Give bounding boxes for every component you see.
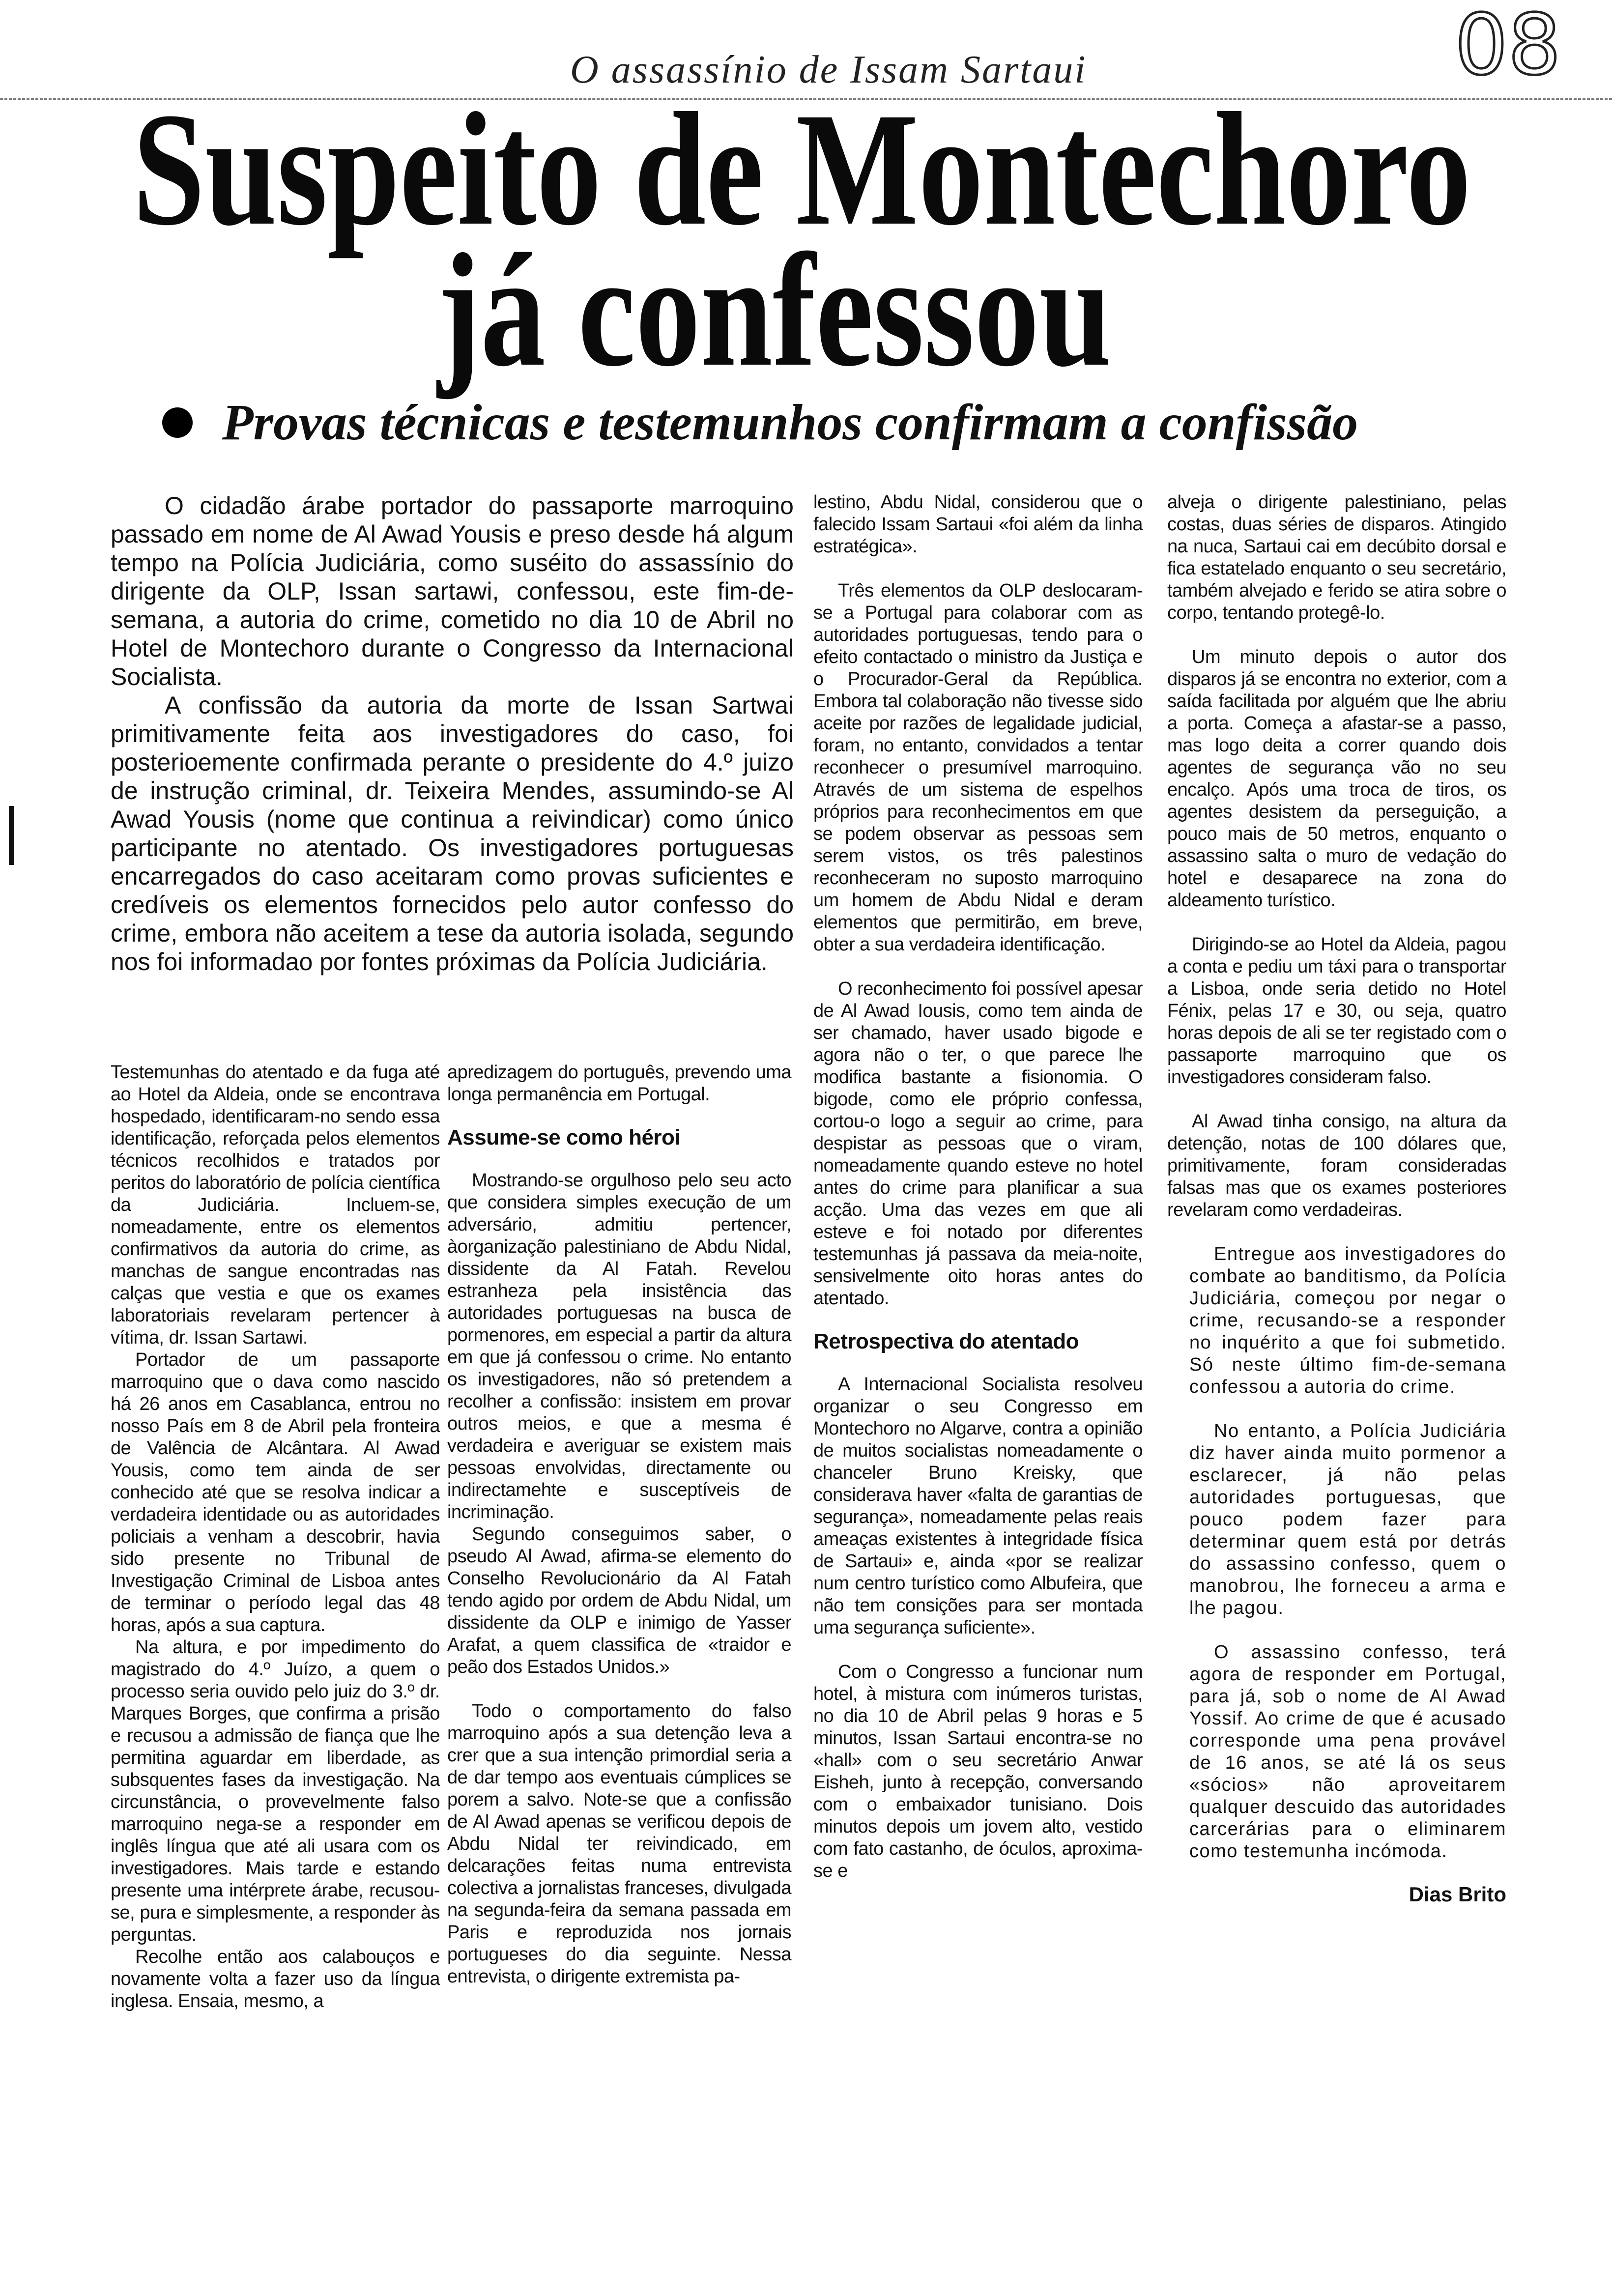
- paragraph: Mostrando-se orgulhoso pelo seu acto que considera simples execução de um adversário, admitiu pertencer, àorganização palestiniano de Abdu Nidal, dissidente da Al Fatah. Revelou estranheza pela insistência das autoridades portuguesas na busca de pormenores, em especial a partir da altura em que já confessou o crime. No entanto os investigadores, não só pretendem a recolher a confissão: insistem em provar outros meios, e que a mesma é verdadeira e averiguar se existem mais pessoas envolvidas, directamente ou indirectamehte e susceptíveis de incriminação.: [447, 1170, 791, 1522]
- column-4: [1167, 491, 1506, 1907]
- headline-line-2: já confessou: [437, 221, 1112, 400]
- byline: Dias Brito: [1409, 1883, 1506, 1906]
- paragraph: Testemunhas do atentado e da fuga até ao Hotel da Aldeia, onde se encontrava hospedado, identificaram-no sendo essa identificação, reforçada pelos elementos técnicos recolhidos e tratados por peritos do laboratório de polícia científica da Judiciária. Incluem-se, nomeadamente, entre os elementos confirmativos da autoria do crime, as manchas de sangue encontradas nas calças que vestia e que os exames laboratoriais revelaram pertencer à vítima, dr. Issan Sartawi.: [111, 1062, 440, 1348]
- paragraph: Todo o comportamento do falso marroquino após a sua detenção leva a crer que a sua intenção primordial seria a de dar tempo aos eventuais cúmplices se porem a salvo. Note-se que a confissão de Al Awad apenas se verificou depois de Abdu Nidal ter reivindicado, em delcarações feitas numa entrevista colectiva a jornalistas franceses, divulgada na segunda-feira da semana passada em Paris e reproduzida nos jornais portugueses do dia seguinte. Nessa entrevista, o dirigente extremista pa-: [447, 1701, 791, 1987]
- paragraph: Com o Congresso a funcionar num hotel, à mistura com inúmeros turistas, no dia 10 de Abril pelas 9 horas e 5 minutos, Issan Sartaui encontra-se no «hall» com o seu secretário Anwar Eisheh, junto à recepção, conversando com o embaixador tunisiano. Dois minutos depois um jovem alto, vestido com fato castanho, de óculos, aproxima-se e: [813, 1662, 1143, 1881]
- lead-paragraph: A confissão da autoria da morte de Issan Sartwai primitivamente feita aos investigadores do caso, foi posterioemente confirmada perante o presidente do 4.º juizo de instrução criminal, dr. Teixeira Mendes, assumindo-se Al Awad Yousis (nome que continua a reivindicar) como único participante no atentado. Os investigadores portuguesas encarregados do caso aceitaram como provas suficientes e credíveis os elementos fornecidos pelo autor confesso do crime, embora não aceitem a tese da autoria isolada, segundo nos foi informadao por fontes próximas da Polícia Judiciária.: [111, 691, 794, 976]
- handwritten-mark: 08: [1455, 0, 1561, 94]
- headline-line-1: Suspeito de Montechoro: [133, 80, 1471, 259]
- column-3: [813, 491, 1143, 1882]
- paragraph: lestino, Abdu Nidal, considerou que o falecido Issam Sartaui «foi além da linha estratégica».: [813, 492, 1143, 557]
- section-heading: Assume-se como héroi: [447, 1125, 681, 1149]
- paragraph: apredizagem do português, prevendo uma longa permanência em Portugal.: [447, 1062, 791, 1105]
- subheadline-text: Provas técnicas e testemunhos confirmam a confissão: [222, 394, 1358, 451]
- paragraph: Entregue aos investigadores do combate ao banditismo, da Polícia Judiciária, começou por negar o crime, recusando-se a responder no inquérito a que foi submetido. Só neste último fim-de-semana confessou a autoria do crime.: [1189, 1244, 1506, 1397]
- paragraph: Al Awad tinha consigo, na altura da detenção, notas de 100 dólares que, primitivamente, foram consideradas falsas mas que os exames posteriores revelaram como verdadeiras.: [1167, 1111, 1506, 1220]
- paragraph: alveja o dirigente palestiniano, pelas costas, duas séries de disparos. Atingido na nuca, Sartaui cai em decúbito dorsal e fica estatelado enquanto o seu secretário, também alvejado e ferido se atira sobre o corpo, tentando protegê-lo.: [1167, 492, 1506, 623]
- lead-paragraph: O cidadão árabe portador do passaporte marroquino passado em nome de Al Awad Yousis e preso desde há algum tempo na Polícia Judiciária, como suséito do assassínio do dirigente da OLP, Issan sartawi, confessou, este fim-de-semana, a autoria do crime, cometido no dia 10 de Abril no Hotel de Montechoro durante o Congresso da Internacional Socialista.: [111, 492, 794, 690]
- paragraph: A Internacional Socialista resolveu organizar o seu Congresso em Montechoro no Algarve, contra a opinião de muitos socialistas nomeadamente o chanceler Bruno Kreisky, que considerava haver «falta de garantias de segurança», nomeadamente pelas reais ameaças existentes à integridade física de Sartaui» e, ainda «por se realizar num centro turístico como Albufeira, que não tem consições para ser montada uma segurança suficiente».: [813, 1374, 1143, 1638]
- lead-text: [111, 491, 794, 976]
- column-1: [111, 1062, 440, 2012]
- paragraph: Na altura, e por impedimento do magistrado do 4.º Juízo, a quem o processo seria ouvido pelo juiz do 3.º dr. Marques Borges, que confirma a prisão e recusou a admissão de fiança que lhe permitina aguardar em liberdade, as subsquentes fases da investigação. Na circunstância, o provevelmente falso marroquino nega-se a responder em inglês língua que até ali usara com os investigadores. Mais tarde e estando presente uma intérprete árabe, recusou-se, pura e simplesmente, a responder às perguntas.: [111, 1637, 440, 1945]
- kicker: O assassínio de Issam Sartaui: [570, 48, 1087, 91]
- paragraph: Um minuto depois o autor dos disparos já se encontra no exterior, com a saída facilitada por alguém que lhe abriu a porta. Começa a afastar-se a passo, mas logo deita a correr quando dois agentes de segurança vão no seu encalço. Após uma troca de tiros, os agentes desistem da perseguição, a pouco mais de 50 metros, enquanto o assassino salta o muro de vedação do hotel e desaparece na zona do aldeamento turístico.: [1167, 647, 1506, 911]
- bullet-icon: [162, 407, 193, 438]
- subheadline: [162, 393, 1358, 452]
- paragraph: O reconhecimento foi possível apesar de Al Awad Iousis, como tem ainda de ser chamado, haver usado bigode e agora não o ter, o que parece lhe modifica bastante a fisionomia. O bigode, como ele próprio confessa, cortou-o logo a seguir ao crime, para despistar as pessoas que o viram, nomeadamente quando esteve no hotel antes do crime para planificar a sua acção. Uma das vezes em que ali esteve e foi notado por diferentes testemunhas já passava da meia-noite, sensivelmente oito horas antes do atentado.: [813, 978, 1143, 1309]
- paragraph: No entanto, a Polícia Judiciária diz haver ainda muito pormenor a esclarecer, já não pelas autoridades portuguesas, que pouco podem fazer para determinar quem está por detrás do assassino confesso, quem o manobrou, lhe forneceu a arma e lhe pagou.: [1189, 1421, 1506, 1618]
- section-heading: Retrospectiva do atentado: [813, 1329, 1079, 1353]
- column-2: [447, 1062, 791, 1988]
- paragraph: Portador de um passaporte marroquino que o dava como nascido há 26 anos em Casablanca, entrou no nosso País em 8 de Abril pela fronteira de Valência de Alcântara. Al Awad Yousis, como tem ainda de ser conhecido até que se resolva indicar a verdadeira identidade ou as autoridades policiais a venham a descobrir, havia sido presente no Tribunal de Investigação Criminal de Lisboa antes de terminar o período legal das 48 horas, após a sua captura.: [111, 1349, 440, 1636]
- paragraph: Recolhe então aos calabouços e novamente volta a fazer uso da língua inglesa. Ensaia, mesmo, a: [111, 1947, 440, 2011]
- paragraph: Três elementos da OLP deslocaram-se a Portugal para colaborar com as autoridades portuguesas, tendo para o efeito contactado o ministro da Justiça e o Procurador-Geral da República. Embora tal colaboração não tivesse sido aceite por razões de legalidade judicial, foram, no entanto, convidados a tentar reconhecer o presumível marroquino. Através de um sistema de espelhos próprios para reconhecimentos em que se podem observar as pessoas sem serem vistos, os três palestinos reconheceram no suposto marroquino um homem de Abdu Nidal e deram elementos que permitirão, em breve, obter a sua verdadeira identificação.: [813, 580, 1143, 955]
- paragraph: O assassino confesso, terá agora de responder em Portugal, para já, sob o nome de Al Awad Yossif. Ao crime de que é acusado corresponde uma pena provável de 16 anos, se até lá os seus «sócios» não aproveitarem qualquer descuido das autoridades carcerárias para o eliminarem como testemunha incómoda.: [1189, 1642, 1506, 1862]
- paragraph: Segundo conseguimos saber, o pseudo Al Awad, afirma-se elemento do Conselho Revolucionário da Al Fatah tendo agido por ordem de Abdu Nidal, um dissidente da OLP e inimigo de Yasser Arafat, a quem classifica de «traidor e peão dos Estados Unidos.»: [447, 1524, 791, 1677]
- paragraph: Dirigindo-se ao Hotel da Aldeia, pagou a conta e pediu um táxi para o transportar a Lisboa, onde seria detido no Hotel Fénix, pelas 17 e 30, ou seja, quatro horas depois de ali se ter registado com o passaporte marroquino que os investigadores consideram falso.: [1167, 934, 1506, 1088]
- margin-mark: [9, 806, 14, 865]
